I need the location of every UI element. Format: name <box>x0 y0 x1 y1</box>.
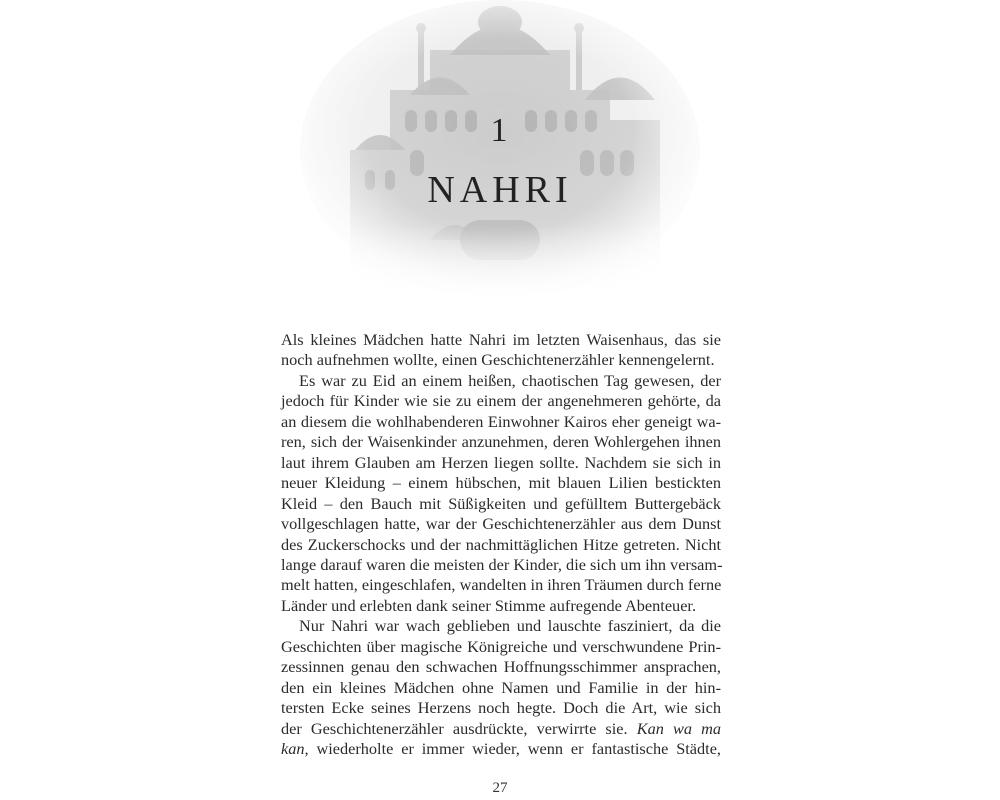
paragraph <box>281 371 721 616</box>
text-line: an diesem die wohlhabenderen Einwohner Kairos eher geneigt wa- <box>281 411 721 431</box>
text-line: Kleid – den Bauch mit Süßigkeiten und gefülltem Buttergebäck <box>281 493 721 513</box>
text-line: laut ihrem Glauben am Herzen liegen sollte. Nachdem sie sich in <box>281 452 721 472</box>
paragraph <box>281 616 721 759</box>
text-line-part: der Geschichtenerzähler ausdrückte, verwirrte sie. <box>281 718 628 738</box>
text-line: Nur Nahri war wach geblieben und lauschte fasziniert, da die <box>299 616 721 636</box>
text-line: tersten Ecke seines Herzens noch hegte. Doch die Art, wie sich <box>281 698 721 718</box>
page-number: 27 <box>492 780 508 796</box>
text-line: Geschichten über magische Königreiche und verschwundene Prin- <box>281 636 721 656</box>
text-line-part: wiederholte er immer wieder, wenn er fantastische Städte, <box>308 739 721 759</box>
paragraph <box>281 330 721 371</box>
text-line: Es war zu Eid an einem heißen, chaotischen Tag gewesen, der <box>299 370 721 390</box>
text-line <box>281 739 721 759</box>
text-line: ren, sich der Waisenkinder anzunehmen, deren Wohlergehen ihnen <box>281 432 721 452</box>
chapter-number: 1 <box>490 112 510 149</box>
chapter-body-text <box>281 330 721 760</box>
text-line: Als kleines Mädchen hatte Nahri im letzten Waisenhaus, das sie <box>281 330 721 349</box>
chapter-title: NAHRI <box>427 169 573 211</box>
text-line: lange darauf waren die meisten der Kinder, die sich um ihn versam- <box>281 554 723 574</box>
palace-illustration-icon <box>280 0 720 320</box>
text-line <box>281 719 721 739</box>
text-line: Länder und erlebten dank seiner Stimme aufregende Abenteuer. <box>281 595 697 615</box>
text-line: jedoch für Kinder wie sie zu einem der angenehmeren gehörte, da <box>281 391 721 411</box>
text-line: neuer Kleidung – einem hübschen, mit blauen Lilien bestickten <box>281 473 721 493</box>
italic-phrase: kan, <box>281 739 309 759</box>
italic-phrase: Kan wa ma <box>636 718 721 738</box>
text-line: des Zuckerschocks und der nachmittäglichen Hitze getreten. Nicht <box>281 534 721 554</box>
text-line: den ein kleines Mädchen ohne Namen und Familie in der hin- <box>281 677 721 697</box>
text-line: zessinnen genau den schwachen Hoffnungsschimmer ansprachen, <box>281 657 721 677</box>
text-line: noch aufnehmen wollte, einen Geschichtenerzähler kennengelernt. <box>281 350 715 370</box>
text-line: vollgeschlagen hatte, war der Geschichtenerzähler aus dem Dunst <box>281 514 721 534</box>
text-line: melt hatten, eingeschlafen, wandelten in ihren Träumen durch ferne <box>281 575 722 595</box>
